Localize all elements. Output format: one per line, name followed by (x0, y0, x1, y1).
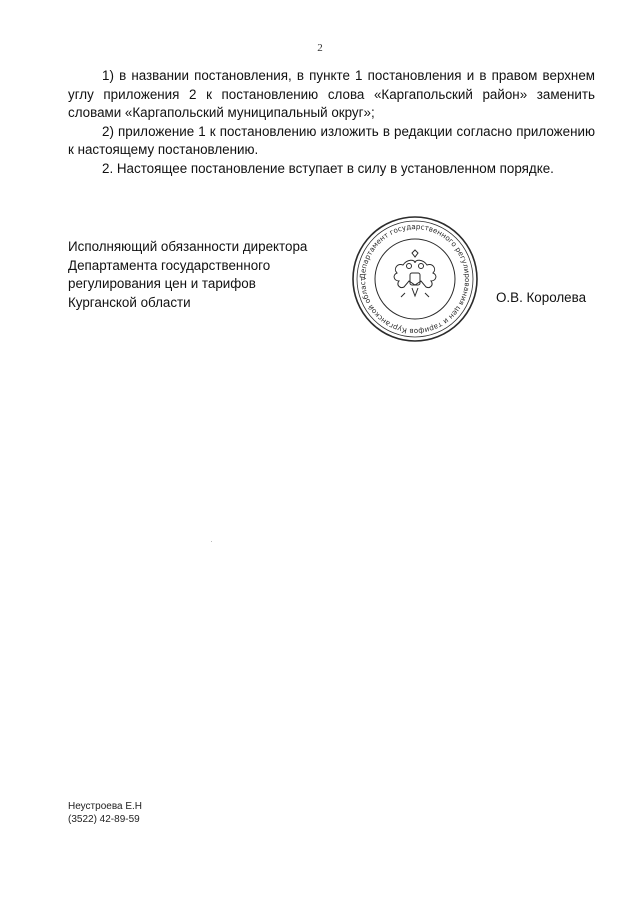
page-number: 2 (317, 42, 323, 54)
seal-text: Департамент государственного регулирования цен и тарифов Курганской област (357, 221, 473, 337)
signer-position-line: Курганской области (68, 294, 191, 310)
paragraph-item-2: 2) приложение 1 к постановлению изложить в редакции согласно приложению к настоящему постановлению. (68, 123, 595, 157)
stray-dot (211, 541, 212, 542)
executor-name: Неустроева Е.Н (68, 801, 143, 812)
official-seal (349, 213, 481, 345)
executor-phone: (3522) 42-89-59 (68, 814, 140, 825)
executor-info (68, 800, 142, 826)
signer-name: О.В. Королева (496, 290, 587, 305)
signer-position-line: Исполняющий обязанности директора (68, 239, 308, 254)
paragraph-item-1: 1) в названии постановления, в пункте 1 постановления и в правом верхнем углу приложения 2 к постановлению слова «Каргапольский район» заменить словами «Каргапольский муниципальный округ»; (68, 68, 595, 120)
paragraph-item-3: 2. Настоящее постановление вступает в силу в установленном порядке. (102, 160, 554, 176)
signer-position (68, 238, 358, 312)
signer-position-line: регулирования цен и тарифов (68, 276, 256, 291)
seal-icon (349, 213, 481, 345)
document-body (68, 67, 595, 178)
coat-of-arms-icon (394, 250, 436, 297)
signer-position-line: Департамента государственного (68, 257, 271, 273)
